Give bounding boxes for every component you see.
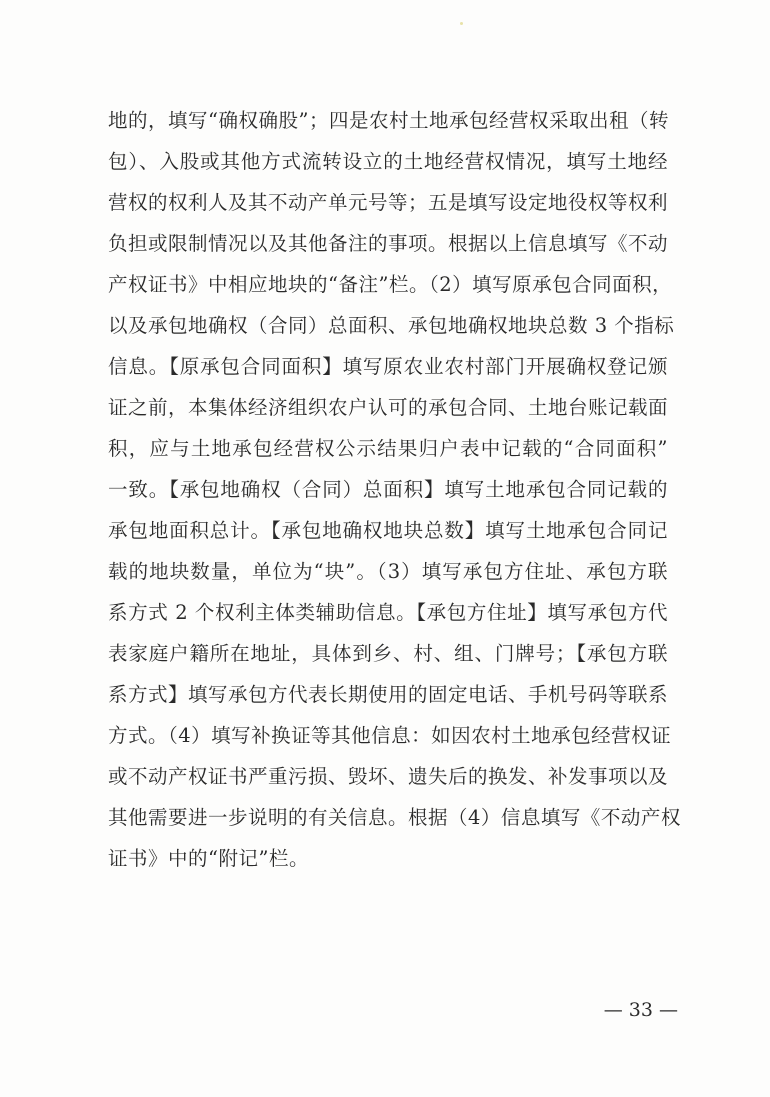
text-line: 一致。【承包地确权（合同）总面积】填写土地承包合同记载的	[108, 478, 668, 501]
paper-speck	[460, 22, 463, 25]
text-line: 表家庭户籍所在地址，具体到乡、村、组、门牌号；【承包方联	[108, 642, 668, 665]
text-line: 营权的权利人及其不动产单元号等；五是填写设定地役权等权利	[108, 191, 669, 214]
text-line: 地的，填写“确权确股”；四是农村土地承包经营权采取出租（转	[108, 109, 669, 132]
text-line: 方式。（4）填写补换证等其他信息：如因农村土地承包经营权证	[108, 724, 672, 747]
page-number: — 33 —	[603, 999, 678, 1021]
text-line: 载的地块数量，单位为“块”。（3）填写承包方住址、承包方联	[108, 560, 668, 583]
text-line: 以及承包地确权（合同）总面积、承包地确权地块总数 3 个指标	[108, 314, 675, 337]
text-line: 证之前，本集体经济组织农户认可的承包合同、土地台账记载面	[108, 396, 669, 419]
text-line: 系方式 2 个权利主体类辅助信息。【承包方住址】填写承包方代	[108, 601, 668, 624]
text-line: 承包地面积总计。【承包地确权地块总数】填写土地承包合同记	[108, 519, 668, 542]
text-line: 其他需要进一步说明的有关信息。根据（4）信息填写《不动产权	[108, 806, 681, 829]
text-line: 负担或限制情况以及其他备注的事项。根据以上信息填写《不动	[108, 232, 669, 255]
text-line: 或不动产权证书严重污损、毁坏、遗失后的换发、补发事项以及	[108, 765, 669, 788]
text-line: 证书》中的“附记”栏。	[108, 847, 309, 870]
text-line: 包）、入股或其他方式流转设立的土地经营权情况，填写土地经	[108, 150, 668, 173]
text-line: 信息。【原承包合同面积】填写原农业农村部门开展确权登记颁	[108, 355, 668, 378]
text-line: 积，应与土地承包经营权公示结果归户表中记载的“合同面积”	[108, 437, 668, 460]
text-line: 产权证书》中相应地块的“备注”栏。（2）填写原承包合同面积，	[108, 273, 673, 296]
text-line: 系方式】填写承包方代表长期使用的固定电话、手机号码等联系	[108, 683, 669, 706]
body-text	[108, 100, 681, 879]
